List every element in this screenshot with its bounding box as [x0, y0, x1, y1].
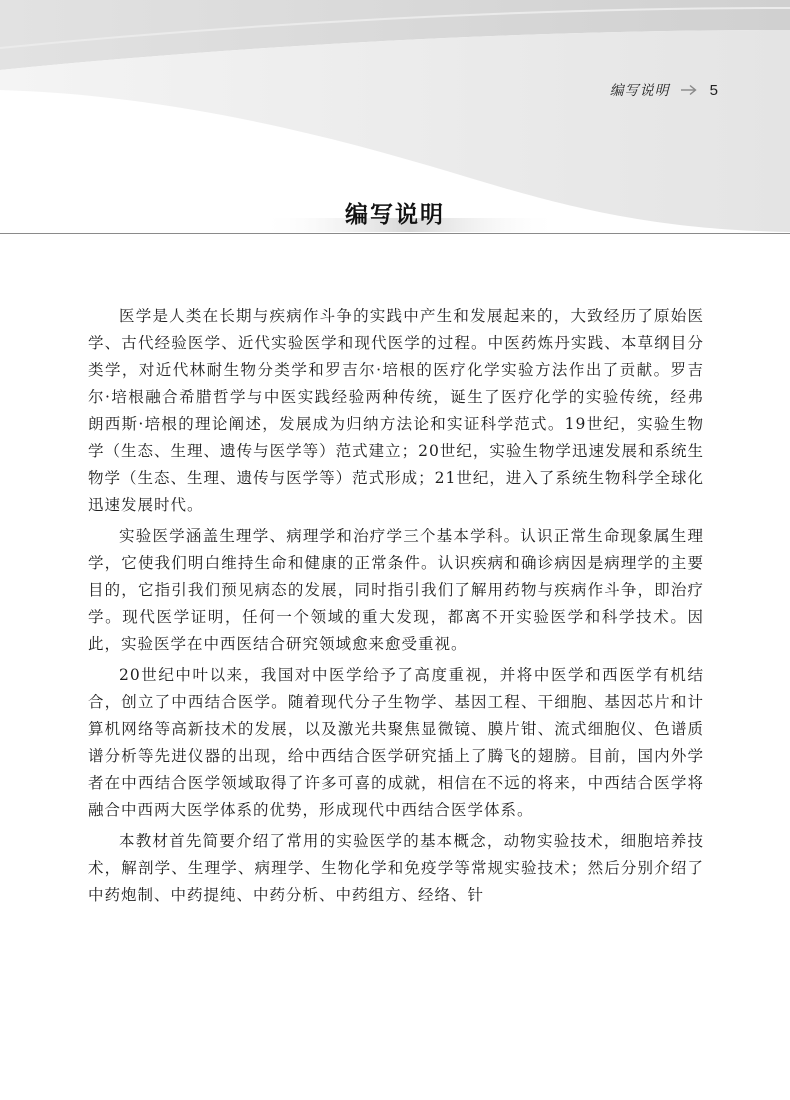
- running-head: [610, 79, 718, 101]
- paragraph-3: 20世纪中叶以来，我国对中医学给予了高度重视，并将中医学和西医学有机结合，创立了中西结合医学。随着现代分子生物学、基因工程、干细胞、基因芯片和计算机网络等高新技术的发展，以及激光共聚焦显微镜、膜片钳、流式细胞仪、色谱质谱分析等先进仪器的出现，给中西结合医学研究插上了腾飞的翅膀。目前，国内外学者在中西结合医学领域取得了许多可喜的成就，相信在不远的将来，中西结合医学将融合中西两大医学体系的优势，形成现代中西结合医学体系。: [88, 666, 704, 819]
- paragraph-1: 医学是人类在长期与疾病作斗争的实践中产生和发展起来的，大致经历了原始医学、古代经验医学、近代实验医学和现代医学的过程。中医药炼丹实践、本草纲目分类学，对近代林耐生物分类学和罗吉尔·培根的医疗化学实验方法作出了贡献。罗吉尔·培根融合希腊哲学与中医实践经验两种传统，诞生了医疗化学的实验传统，经弗朗西斯·培根的理论阐述，发展成为归纳方法论和实证科学范式。19世纪，实验生物学（生态、生理、遗传与医学等）范式建立；20世纪，实验生物学迅速发展和系统生物学（生态、生理、遗传与医学等）范式形成；21世纪，进入了系统生物科学全球化迅速发展时代。: [88, 307, 704, 514]
- title-rule: [0, 233, 790, 234]
- running-head-section: 编写说明: [609, 83, 670, 99]
- chapter-title: 编写说明: [345, 202, 445, 228]
- page-number: 5: [709, 81, 718, 99]
- paragraph-2: 实验医学涵盖生理学、病理学和治疗学三个基本学科。认识正常生命现象属生理学，它使我们明白维持生命和健康的正常条件。认识疾病和确诊病因是病理学的主要目的，它指引我们预见病态的发展，同时指引我们了解用药物与疾病作斗争，即治疗学。现代医学证明，任何一个领域的重大发现，都离不开实验医学和科学技术。因此，实验医学在中西医结合研究领域愈来愈受重视。: [88, 527, 704, 653]
- right-arrow-icon: [680, 84, 698, 96]
- paragraph-4: 本教材首先简要介绍了常用的实验医学的基本概念，动物实验技术，细胞培养技术，解剖学、生理学、病理学、生物化学和免疫学等常规实验技术；然后分别介绍了中药炮制、中药提纯、中药分析、中药组方、经络、针: [88, 832, 704, 904]
- body-text: [88, 303, 704, 913]
